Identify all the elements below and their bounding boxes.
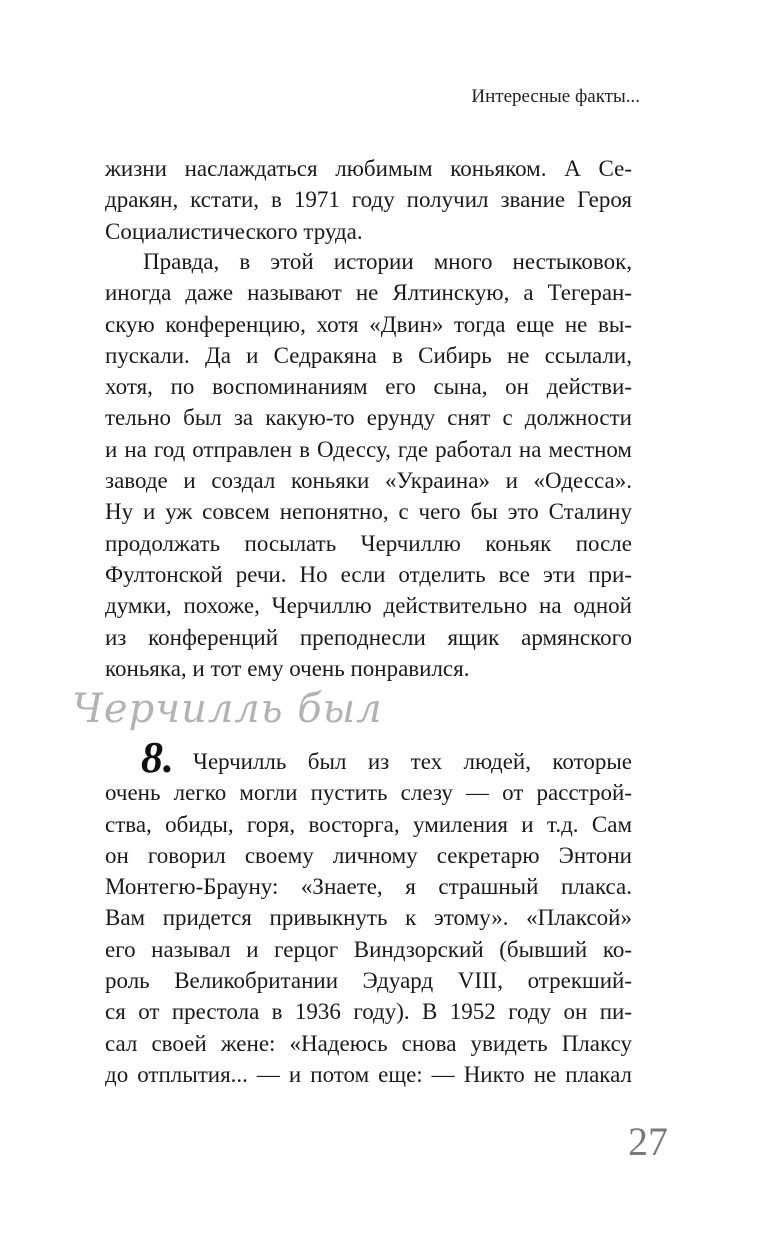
running-head: Интересные факты...: [471, 86, 640, 107]
text-line: ства, обиды, горя, восторга, умиления и т.д. Сам: [105, 811, 632, 837]
text-line: Монтегю-Брауну: «Знаете, я страшный плакса.: [105, 874, 632, 900]
text-line: хотя, по воспоминаниям его сына, он действи-: [105, 374, 632, 400]
section-first-line: Черчилль был из тех людей, которые: [193, 749, 632, 774]
section-8: [105, 733, 632, 1090]
text-line: сал своей жене: «Надеюсь снова увидеть Плаксу: [105, 1030, 632, 1056]
text-line: ся от престола в 1936 году). В 1952 году он пи-: [105, 999, 632, 1025]
text-line: Правда, в этой истории много нестыковок,: [143, 249, 632, 274]
text-line: он говорил своему личному секретарю Энтони: [105, 842, 632, 868]
text-line: заводе и создал коньяки «Украина» и «Одесса».: [105, 468, 632, 494]
text-line: тельно был за какую-то ерунду снят с должности: [105, 405, 632, 431]
text-line: Вам придется привыкнуть к этому». «Плаксой»: [105, 905, 632, 931]
text-line: Ну и уж совсем непонятно, с чего бы это Сталину: [105, 499, 632, 525]
text-line: до отплытия... — и потом еще: — Никто не плакал: [105, 1061, 632, 1087]
text-line: пускали. Да и Седракяна в Сибирь не ссылали,: [105, 342, 632, 368]
text-line: роль Великобритании Эдуард VIII, отрекший-: [105, 968, 632, 994]
paragraph-continuation: [105, 153, 632, 247]
page-number: 27: [628, 1119, 668, 1164]
handwritten-heading: Черчилль был: [72, 686, 383, 732]
text-line: очень легко могли пустить слезу — от расстрой-: [105, 780, 632, 806]
paragraph-discrepancies: [105, 246, 632, 684]
text-line: иногда даже называют не Ялтинскую, а Тегеран-: [105, 280, 632, 306]
text-line: [105, 733, 632, 782]
text-line: жизни наслаждаться любимым коньяком. А Се-: [105, 156, 632, 181]
text-line: Социалистического труда.: [105, 218, 363, 244]
text-line: думки, похоже, Черчиллю действительно на одной: [105, 593, 632, 619]
text-line: продолжать посылать Черчиллю коньяк после: [105, 530, 632, 556]
text-line: коньяка, и тот ему очень понравился.: [105, 655, 470, 681]
text-line: скую конференцию, хотя «Двин» тогда еще не вы-: [105, 311, 632, 337]
text-line: Фултонской речи. Но если отделить все эти при-: [105, 561, 632, 587]
text-line: его называл и герцог Виндзорский (бывший ко-: [105, 936, 632, 962]
text-line: дракян, кстати, в 1971 году получил звание Героя: [105, 187, 632, 213]
text-line: и на год отправлен в Одессу, где работал на местном: [105, 436, 632, 462]
text-line: из конференций преподнесли ящик армянского: [105, 624, 632, 650]
section-number: 8.: [141, 733, 174, 782]
